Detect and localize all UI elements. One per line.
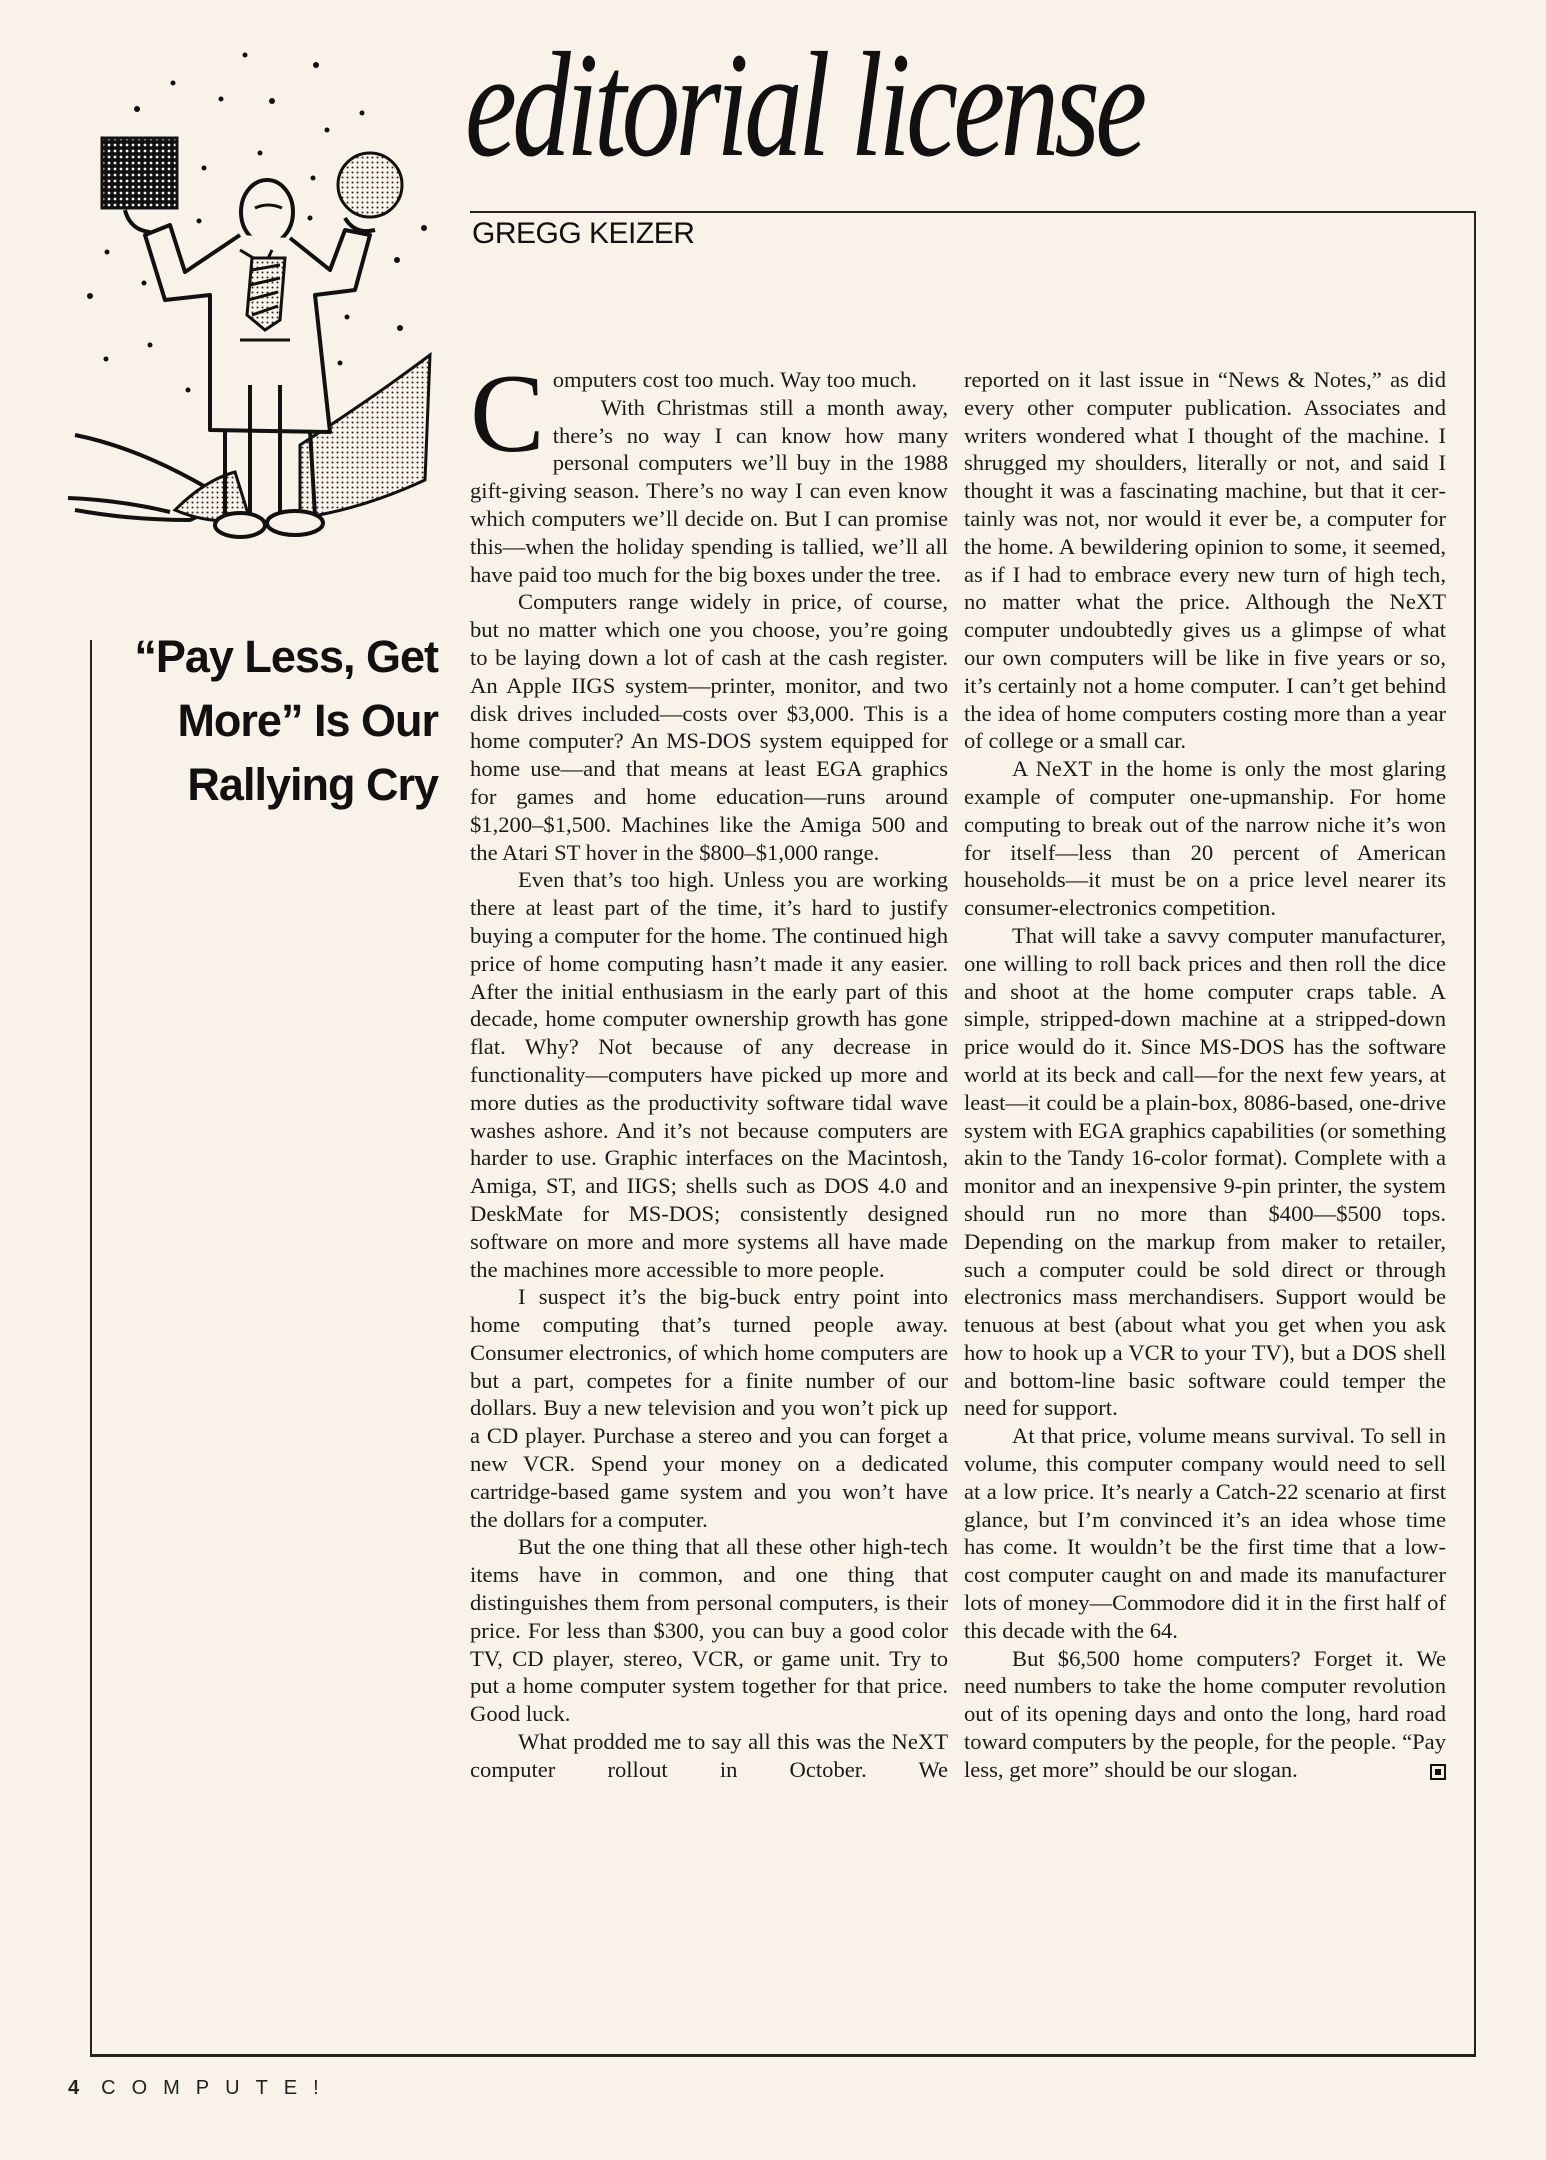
article-column-left	[470, 352, 948, 1784]
frame-top-rule	[470, 211, 1476, 213]
end-of-article-box-icon	[1430, 1764, 1446, 1780]
drop-cap: C	[470, 352, 545, 476]
paragraph-text: omputers cost too much. Way too much.	[552, 367, 917, 392]
article-column-right	[964, 366, 1446, 1784]
paragraph	[964, 1645, 1446, 1784]
page-number: 4	[68, 2077, 80, 2099]
magazine-name: COMPUTE!	[101, 2077, 335, 2099]
page-footer	[68, 2077, 335, 2100]
paragraph: With Christmas still a month away, there’s no way I can know how many personal computers we’ll buy in the 1988 gift-giving season. There’s no way I can even know which computers we’ll decide on. But I can promise this—when the holiday spending is tallied, we’ll all have paid too much for the big boxes under the tree.	[470, 394, 948, 587]
frame-bottom-rule	[90, 2054, 1476, 2057]
pull-quote	[110, 625, 438, 817]
pull-quote-line: Rallying Cry	[187, 759, 438, 810]
paragraph: I suspect it’s the big-buck entry point into home computing that’s turned people away. Consumer electronics, of which home computers are but a part, competes for a finite number of our dollars. Buy a new television and you won’t pick up a CD player. Purchase a stereo and you can forget a new VCR. Spend your money on a dedicated cartridge-based game system and you won’t have the dollars for a computer.	[470, 1284, 948, 1532]
paragraph: But the one thing that all these other high-tech items have in common, and one thing that distinguishes them from personal computers, is their price. For less than $300, you can buy a good color TV, CD player, stereo, VCR, or game unit. Try to put a home computer system together for that price. Good luck.	[470, 1534, 948, 1727]
pull-quote-line: More” Is Our	[177, 695, 438, 746]
paragraph: Even that’s too high. Unless you are working there at least part of the time, it’s hard to justify buying a computer for the home. The continued high price of home computing hasn’t made it any easier. After the initial enthusiasm in the early part of this decade, home computer ownership growth has gone flat. Why? Not because of any decrease in functionality—computers have picked up more and more duties as the productivity software tidal wave washes ashore. And it’s not because computers are harder to use. Graphic interfaces on the Macintosh, Amiga, ST, and IIGS; shells such as DOS 4.0 and DeskMate for MS-DOS; consistently designed software on more and more systems all have made the machines more accessible to more people.	[470, 867, 948, 1282]
frame-left-rule	[90, 640, 92, 2056]
paragraph: That will take a savvy computer manufacturer, one willing to roll back prices and then roll the dice and shoot at the home computer craps table. A simple, stripped-down machine at a stripped-down price would do it. Since MS-DOS has the software world at its beck and call—for the next few years, at least—it could be a plain-box, 8086-based, one-drive system with EGA graphics capabilities (or something akin to the Tandy 16-color format). Complete with a monitor and an inexpensive 9-pin printer, the system should run no more than $400—$500 tops. Depending on the markup from maker to retailer, such a computer could be sold direct or through electronics mass merchandisers. Support would be tenuous at best (about what you get when you ask how to hook up a VCR to your TV), but a DOS shell and bottom-line basic software could temper the need for support.	[964, 922, 1446, 1421]
paragraph: What prodded me to say all this was the NeXT computer rollout in October. We	[470, 1729, 948, 1782]
paragraph: A NeXT in the home is only the most glaring example of computer one-upmanship. For home computing to break out of the narrow niche it’s won for itself—less than 20 percent of American households—it must be on a price level nearer its consumer-electronics competition.	[964, 756, 1446, 921]
paragraph	[470, 352, 948, 476]
pull-quote-line: “Pay Less, Get	[134, 631, 438, 682]
frame-right-rule	[1474, 211, 1476, 2057]
man-holding-box-and-sphere-illustration	[40, 40, 440, 560]
author-byline: GREGG KEIZER	[472, 217, 695, 250]
paragraph-text: But $6,500 home computers? Forget it. We need numbers to take the home computer revolution out of its opening days and onto the long, hard road toward computers by the people, for the people. “Pay less, get more” should be our slogan.	[964, 1645, 1446, 1782]
paragraph: At that price, volume means survival. To sell in volume, this computer company would need to sell at a low price. It’s nearly a Catch-22 scenario at first glance, but I’m convinced it’s an idea whose time has come. It wouldn’t be the first time that a low-cost computer caught on and made its manufacturer lots of money—Commodore did it in the first half of this decade with the 64.	[964, 1423, 1446, 1643]
paragraph: Computers range widely in price, of course, but no matter which one you choose, you’re going to be laying down a lot of cash at the cash register. An Apple IIGS system—printer, monitor, and two disk drives included—costs over $3,000. This is a home computer? An MS-DOS system equipped for home use—and that means at least EGA graphics for games and home education—runs around $1,200–$1,500. Machines like the Amiga 500 and the Atari ST hover in the $800–$1,000 range.	[470, 589, 948, 865]
paragraph: reported on it last issue in “News & Notes,” as did every other computer publication. Associates and writers wondered what I thought of the machine. I shrugged my shoulders, literally or not, and said I thought it was a fascinating machine, but that it certainly was not, nor would it ever be, a computer for the home. A bewildering opinion to some, it seemed, as if I had to embrace every new turn of high tech, no matter what the price. Although the NeXT computer undoubtedly gives us a glimpse of what our own computers will be like in five years or so, it’s certainly not a home computer. I can’t get behind the idea of home computers costing more than a year of college or a small car.	[964, 367, 1446, 754]
section-title: editorial license	[465, 22, 1143, 188]
